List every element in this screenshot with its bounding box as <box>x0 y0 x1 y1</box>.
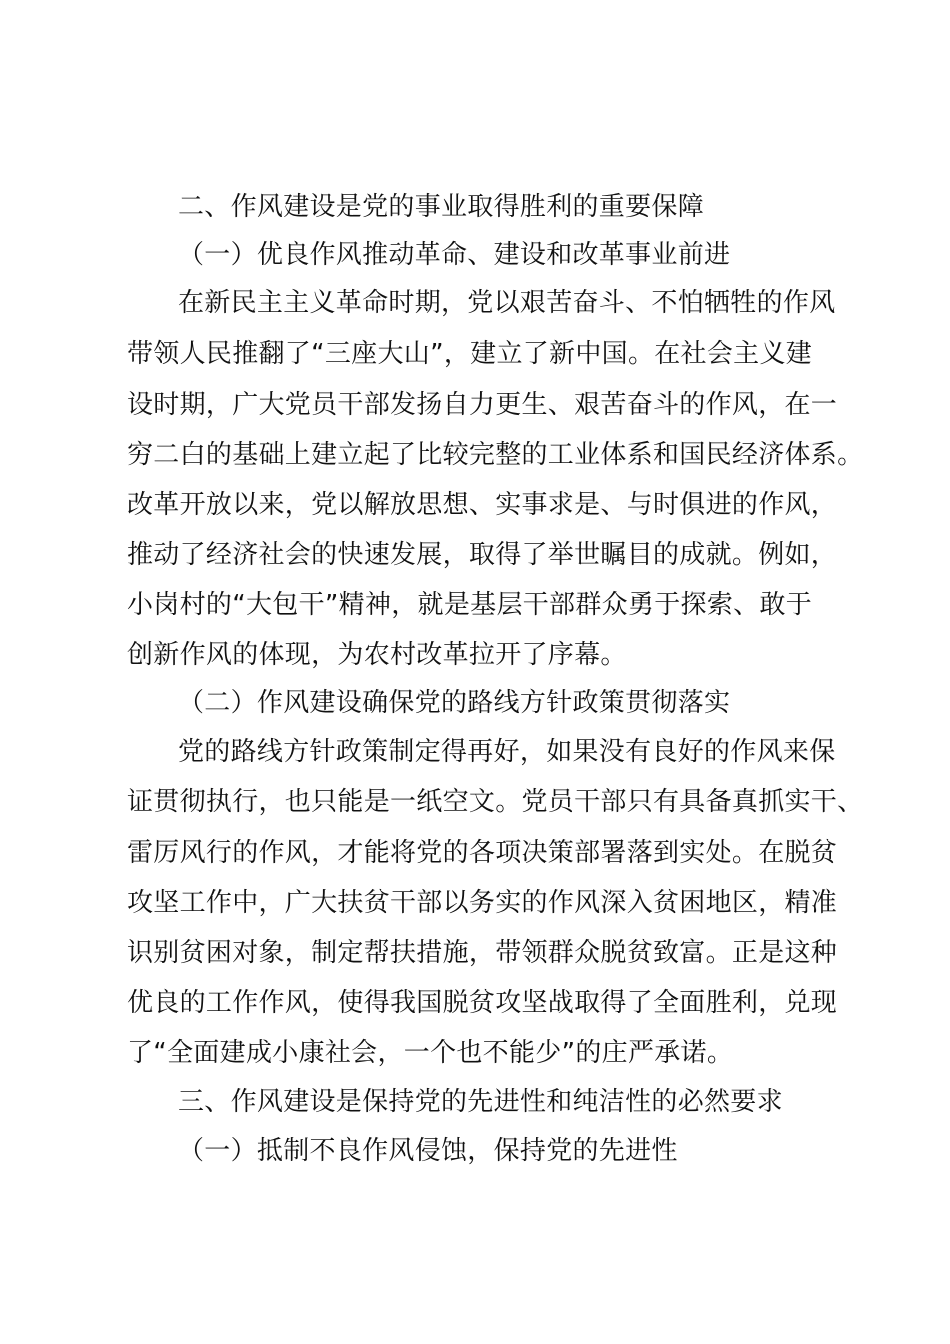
subheading-3-1: （一）抵制不良作风侵蚀，保持党的先进性 <box>178 1136 678 1166</box>
paragraph-line: 穷二白的基础上建立起了比较完整的工业体系和国民经济体系。 <box>127 440 864 470</box>
paragraph-line: 带领人民推翻了“三座大山”，建立了新中国。在社会主义建 <box>127 339 813 369</box>
paragraph-line: 设时期，广大党员干部发扬自力更生、艰苦奋斗的作风，在一 <box>127 390 838 420</box>
section-heading-2: 二、作风建设是党的事业取得胜利的重要保障 <box>178 192 705 222</box>
section-heading-3: 三、作风建设是保持党的先进性和纯洁性的必然要求 <box>178 1087 783 1117</box>
paragraph-line: 攻坚工作中，广大扶贫干部以务实的作风深入贫困地区，精准 <box>127 888 838 918</box>
paragraph-line: 改革开放以来，党以解放思想、实事求是、与时俱进的作风， <box>127 490 838 520</box>
paragraph-line: 了“全面建成小康社会，一个也不能少”的庄严承诺。 <box>127 1038 734 1068</box>
paragraph-line: 小岗村的“大包干”精神，就是基层干部群众勇于探索、敢于 <box>127 590 813 620</box>
paragraph-line: 在新民主主义革命时期，党以艰苦奋斗、不怕牺牲的作风 <box>178 288 836 318</box>
paragraph-line: 识别贫困对象，制定帮扶措施，带领群众脱贫致富。正是这种 <box>127 938 838 968</box>
subheading-2-1: （一）优良作风推动革命、建设和改革事业前进 <box>178 240 731 270</box>
paragraph-line: 党的路线方针政策制定得再好，如果没有良好的作风来保 <box>178 737 836 767</box>
paragraph-line: 证贯彻执行，也只能是一纸空文。党员干部只有具备真抓实干、 <box>127 787 864 817</box>
paragraph-line: 雷厉风行的作风，才能将党的各项决策部署落到实处。在脱贫 <box>127 838 838 868</box>
subheading-2-2: （二）作风建设确保党的路线方针政策贯彻落实 <box>178 688 731 718</box>
paragraph-line: 推动了经济社会的快速发展，取得了举世瞩目的成就。例如， <box>127 540 838 570</box>
paragraph-line: 创新作风的体现，为农村改革拉开了序幕。 <box>127 640 627 670</box>
paragraph-line: 优良的工作作风，使得我国脱贫攻坚战取得了全面胜利，兑现 <box>127 988 838 1018</box>
